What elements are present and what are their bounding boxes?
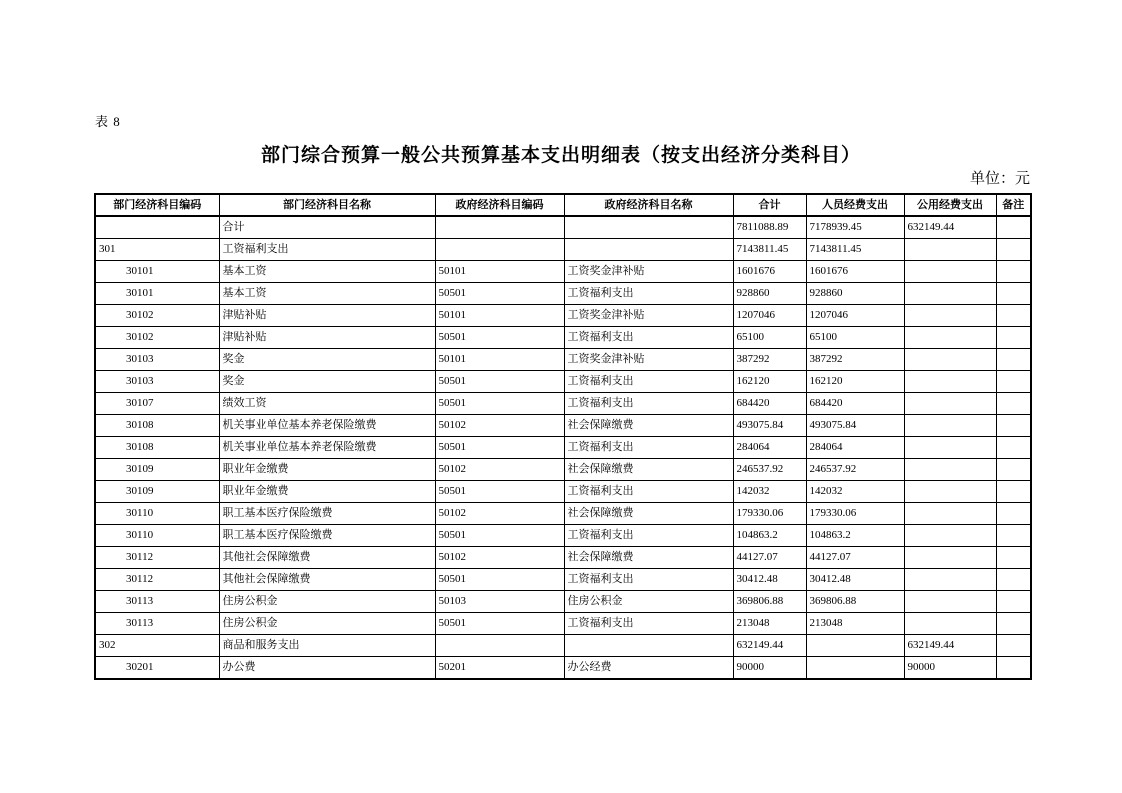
table-cell <box>806 635 904 657</box>
table-row <box>95 216 1031 239</box>
table-cell <box>996 503 1031 525</box>
table-cell: 工资福利支出 <box>564 569 733 591</box>
table-row <box>95 415 1031 437</box>
table-row <box>95 569 1031 591</box>
table-body <box>95 216 1031 679</box>
table-cell: 65100 <box>733 327 806 349</box>
header-dept-code: 部门经济科目编码 <box>95 194 219 216</box>
table-cell: 928860 <box>733 283 806 305</box>
table-cell: 津贴补贴 <box>219 327 435 349</box>
table-cell <box>904 349 996 371</box>
table-cell: 30102 <box>95 305 219 327</box>
table-cell: 50102 <box>435 415 564 437</box>
table-cell <box>904 371 996 393</box>
table-cell: 30108 <box>95 437 219 459</box>
table-cell: 其他社会保障缴费 <box>219 569 435 591</box>
table-cell: 684420 <box>806 393 904 415</box>
table-cell: 30103 <box>95 349 219 371</box>
table-cell: 工资福利支出 <box>564 613 733 635</box>
table-cell <box>435 239 564 261</box>
table-row <box>95 459 1031 481</box>
table-cell: 213048 <box>733 613 806 635</box>
table-number-label: 表 8 <box>95 114 121 129</box>
table-cell: 50101 <box>435 305 564 327</box>
unit-label: 单位：元 <box>969 171 1030 187</box>
table-cell: 179330.06 <box>733 503 806 525</box>
table-cell: 684420 <box>733 393 806 415</box>
table-cell: 284064 <box>733 437 806 459</box>
table-cell: 工资福利支出 <box>564 327 733 349</box>
table-header-row <box>95 194 1031 216</box>
table-cell <box>904 305 996 327</box>
table-cell: 30108 <box>95 415 219 437</box>
table-cell <box>904 613 996 635</box>
table-cell <box>904 459 996 481</box>
table-cell: 7143811.45 <box>733 239 806 261</box>
header-public-expense: 公用经费支出 <box>904 194 996 216</box>
table-cell: 50501 <box>435 283 564 305</box>
table-cell: 30102 <box>95 327 219 349</box>
table-cell: 30113 <box>95 591 219 613</box>
table-cell <box>996 349 1031 371</box>
table-cell: 30109 <box>95 459 219 481</box>
table-cell: 369806.88 <box>733 591 806 613</box>
table-cell <box>996 239 1031 261</box>
table-cell: 奖金 <box>219 349 435 371</box>
table-cell: 301 <box>95 239 219 261</box>
table-cell: 493075.84 <box>733 415 806 437</box>
table-cell: 50501 <box>435 393 564 415</box>
table-row <box>95 261 1031 283</box>
table-cell: 社会保障缴费 <box>564 415 733 437</box>
table-cell: 50103 <box>435 591 564 613</box>
table-cell <box>996 327 1031 349</box>
header-dept-name: 部门经济科目名称 <box>219 194 435 216</box>
table-cell <box>904 261 996 283</box>
table-cell: 50201 <box>435 657 564 680</box>
table-cell: 30201 <box>95 657 219 680</box>
table-cell: 商品和服务支出 <box>219 635 435 657</box>
table-cell: 基本工资 <box>219 283 435 305</box>
table-row <box>95 635 1031 657</box>
table-cell: 928860 <box>806 283 904 305</box>
table-cell <box>904 327 996 349</box>
table-cell: 30110 <box>95 525 219 547</box>
table-cell <box>996 415 1031 437</box>
table-cell: 30412.48 <box>733 569 806 591</box>
table-cell: 632149.44 <box>733 635 806 657</box>
table-row <box>95 657 1031 680</box>
table-cell <box>904 569 996 591</box>
table-cell: 50501 <box>435 437 564 459</box>
table-row <box>95 327 1031 349</box>
table-row <box>95 613 1031 635</box>
table-row <box>95 349 1031 371</box>
table-cell <box>95 216 219 239</box>
table-row <box>95 481 1031 503</box>
table-cell: 津贴补贴 <box>219 305 435 327</box>
table-cell <box>996 437 1031 459</box>
table-cell: 绩效工资 <box>219 393 435 415</box>
budget-table <box>94 193 1032 680</box>
table-cell: 90000 <box>733 657 806 680</box>
table-row <box>95 305 1031 327</box>
table-cell: 387292 <box>733 349 806 371</box>
table-cell: 工资福利支出 <box>219 239 435 261</box>
table-cell: 30113 <box>95 613 219 635</box>
table-cell: 住房公积金 <box>219 613 435 635</box>
header-personnel-expense: 人员经费支出 <box>806 194 904 216</box>
table-cell <box>996 305 1031 327</box>
table-cell: 工资福利支出 <box>564 437 733 459</box>
table-cell: 工资福利支出 <box>564 283 733 305</box>
table-row <box>95 283 1031 305</box>
table-cell: 50501 <box>435 371 564 393</box>
table-cell: 30101 <box>95 261 219 283</box>
table-cell: 工资奖金津补贴 <box>564 349 733 371</box>
table-cell <box>904 547 996 569</box>
table-cell <box>435 216 564 239</box>
table-cell: 社会保障缴费 <box>564 459 733 481</box>
table-cell: 合计 <box>219 216 435 239</box>
table-cell <box>564 216 733 239</box>
table-cell: 50501 <box>435 569 564 591</box>
table-cell: 7811088.89 <box>733 216 806 239</box>
table-cell: 50102 <box>435 459 564 481</box>
table-cell: 30110 <box>95 503 219 525</box>
table-cell: 职业年金缴费 <box>219 459 435 481</box>
table-cell <box>996 569 1031 591</box>
table-cell <box>904 393 996 415</box>
table-cell: 104863.2 <box>733 525 806 547</box>
table-cell: 493075.84 <box>806 415 904 437</box>
table-cell <box>996 657 1031 680</box>
table-cell <box>996 635 1031 657</box>
table-cell <box>996 547 1031 569</box>
table-cell <box>996 283 1031 305</box>
table-cell <box>996 261 1031 283</box>
table-cell <box>996 591 1031 613</box>
table-cell: 住房公积金 <box>219 591 435 613</box>
table-cell: 30103 <box>95 371 219 393</box>
table-cell: 162120 <box>806 371 904 393</box>
table-cell: 7143811.45 <box>806 239 904 261</box>
table-cell: 机关事业单位基本养老保险缴费 <box>219 415 435 437</box>
table-cell: 632149.44 <box>904 216 996 239</box>
table-row <box>95 591 1031 613</box>
table-cell <box>996 459 1031 481</box>
table-cell: 284064 <box>806 437 904 459</box>
table-cell: 办公经费 <box>564 657 733 680</box>
table-cell: 50501 <box>435 481 564 503</box>
table-cell <box>996 613 1031 635</box>
table-cell: 179330.06 <box>806 503 904 525</box>
table-cell: 工资奖金津补贴 <box>564 305 733 327</box>
table-cell: 工资奖金津补贴 <box>564 261 733 283</box>
header-remarks: 备注 <box>996 194 1031 216</box>
table-cell <box>435 635 564 657</box>
table-cell: 246537.92 <box>733 459 806 481</box>
table-cell: 50501 <box>435 525 564 547</box>
table-cell: 办公费 <box>219 657 435 680</box>
table-cell <box>996 216 1031 239</box>
table-cell: 社会保障缴费 <box>564 547 733 569</box>
table-cell: 30109 <box>95 481 219 503</box>
table-cell: 104863.2 <box>806 525 904 547</box>
table-cell: 302 <box>95 635 219 657</box>
table-cell: 职业年金缴费 <box>219 481 435 503</box>
table-cell: 工资福利支出 <box>564 525 733 547</box>
table-row <box>95 525 1031 547</box>
table-cell: 162120 <box>733 371 806 393</box>
header-total: 合计 <box>733 194 806 216</box>
table-cell <box>996 481 1031 503</box>
page-title: 部门综合预算一般公共预算基本支出明细表（按支出经济分类科目） <box>260 145 861 166</box>
table-cell: 246537.92 <box>806 459 904 481</box>
table-cell: 50501 <box>435 327 564 349</box>
table-cell: 213048 <box>806 613 904 635</box>
table-cell: 369806.88 <box>806 591 904 613</box>
table-row <box>95 239 1031 261</box>
table-cell: 基本工资 <box>219 261 435 283</box>
table-cell: 50102 <box>435 547 564 569</box>
table-cell: 1207046 <box>806 305 904 327</box>
table-cell: 50102 <box>435 503 564 525</box>
table-cell <box>996 393 1031 415</box>
table-row <box>95 371 1031 393</box>
table-cell: 其他社会保障缴费 <box>219 547 435 569</box>
table-cell: 奖金 <box>219 371 435 393</box>
header-gov-name: 政府经济科目名称 <box>564 194 733 216</box>
table-cell <box>564 635 733 657</box>
table-cell: 机关事业单位基本养老保险缴费 <box>219 437 435 459</box>
table-cell: 职工基本医疗保险缴费 <box>219 525 435 547</box>
table-cell: 50101 <box>435 261 564 283</box>
table-cell: 44127.07 <box>806 547 904 569</box>
table-cell: 工资福利支出 <box>564 393 733 415</box>
table-cell <box>904 503 996 525</box>
table-cell: 30107 <box>95 393 219 415</box>
header-gov-code: 政府经济科目编码 <box>435 194 564 216</box>
table-cell <box>904 239 996 261</box>
table-cell: 社会保障缴费 <box>564 503 733 525</box>
table-cell: 90000 <box>904 657 996 680</box>
table-row <box>95 503 1031 525</box>
table-row <box>95 393 1031 415</box>
table-cell: 7178939.45 <box>806 216 904 239</box>
table-cell: 142032 <box>733 481 806 503</box>
table-row <box>95 437 1031 459</box>
table-row <box>95 547 1031 569</box>
table-cell: 工资福利支出 <box>564 371 733 393</box>
table-cell <box>904 415 996 437</box>
table-cell <box>806 657 904 680</box>
table-cell: 65100 <box>806 327 904 349</box>
table-cell: 50101 <box>435 349 564 371</box>
table-cell <box>996 525 1031 547</box>
table-cell: 50501 <box>435 613 564 635</box>
table-cell: 30412.48 <box>806 569 904 591</box>
table-cell: 30112 <box>95 547 219 569</box>
table-cell: 1601676 <box>733 261 806 283</box>
table-cell <box>904 283 996 305</box>
table-cell <box>996 371 1031 393</box>
table-cell <box>904 481 996 503</box>
table-cell: 住房公积金 <box>564 591 733 613</box>
table-cell: 工资福利支出 <box>564 481 733 503</box>
table-cell <box>904 525 996 547</box>
table-cell: 1601676 <box>806 261 904 283</box>
table-cell <box>904 591 996 613</box>
table-cell: 632149.44 <box>904 635 996 657</box>
table-cell: 1207046 <box>733 305 806 327</box>
table-cell: 30112 <box>95 569 219 591</box>
table-cell: 387292 <box>806 349 904 371</box>
table-cell <box>564 239 733 261</box>
table-cell: 职工基本医疗保险缴费 <box>219 503 435 525</box>
table-cell: 30101 <box>95 283 219 305</box>
table-cell: 142032 <box>806 481 904 503</box>
table-cell: 44127.07 <box>733 547 806 569</box>
table-cell <box>904 437 996 459</box>
